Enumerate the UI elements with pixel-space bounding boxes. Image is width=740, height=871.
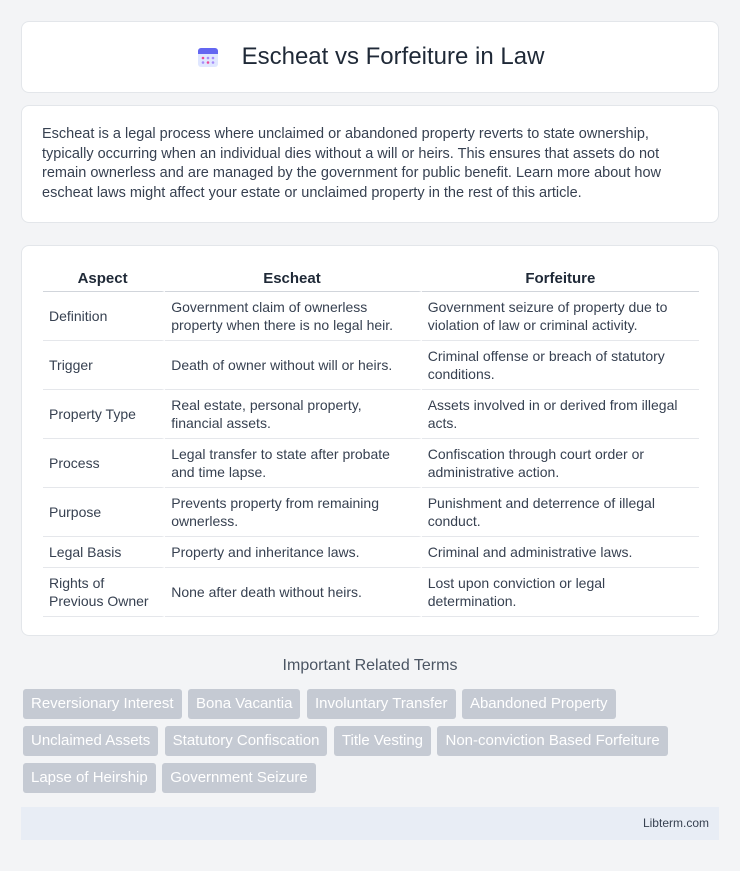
escheat-cell: Government claim of ownerless property when there is no legal heir. <box>165 292 421 341</box>
related-term-tag[interactable]: Involuntary Transfer <box>307 689 456 719</box>
forfeiture-cell: Government seizure of property due to violation of law or criminal activity. <box>422 292 699 341</box>
related-term-tag[interactable]: Government Seizure <box>162 763 316 793</box>
table-row <box>43 568 699 617</box>
table-row <box>43 390 699 439</box>
related-term-tag[interactable]: Abandoned Property <box>462 689 616 719</box>
forfeiture-cell: Criminal and administrative laws. <box>422 537 699 568</box>
calendar-icon <box>196 45 220 69</box>
escheat-cell: Prevents property from remaining ownerless. <box>165 488 421 537</box>
intro-text: Escheat is a legal process where unclaimed or abandoned property reverts to state ownership, typically occurring when an individual dies without a will or heirs. This ensures that assets do not remain ownerless and are managed by the government for public benefit. Learn more about how escheat laws might affect your estate or unclaimed property in the rest of this article. <box>42 126 662 201</box>
column-header-aspect: Aspect <box>43 266 165 292</box>
page-header <box>21 21 719 93</box>
related-terms-title: Important Related Terms <box>282 657 458 674</box>
forfeiture-cell: Punishment and deterrence of illegal conduct. <box>422 488 699 537</box>
related-term-tag[interactable]: Statutory Confiscation <box>165 726 328 756</box>
related-term-tag[interactable]: Unclaimed Assets <box>23 726 158 756</box>
table-row <box>43 537 699 568</box>
footer <box>21 807 719 840</box>
related-term-tag[interactable]: Reversionary Interest <box>23 689 182 719</box>
related-terms-list <box>23 689 723 800</box>
table-row <box>43 341 699 390</box>
forfeiture-cell: Assets involved in or derived from illegal acts. <box>422 390 699 439</box>
comparison-table <box>43 266 699 617</box>
page-title: Escheat vs Forfeiture in Law <box>241 43 545 70</box>
aspect-cell: Rights of Previous Owner <box>43 568 165 617</box>
escheat-cell: Property and inheritance laws. <box>165 537 421 568</box>
aspect-cell: Purpose <box>43 488 165 537</box>
column-header-forfeiture: Forfeiture <box>422 266 699 292</box>
escheat-cell: None after death without heirs. <box>165 568 421 617</box>
escheat-cell: Real estate, personal property, financial assets. <box>165 390 421 439</box>
intro-card <box>21 105 719 223</box>
table-row <box>43 292 699 341</box>
comparison-card <box>21 245 719 636</box>
aspect-cell: Process <box>43 439 165 488</box>
aspect-cell: Definition <box>43 292 165 341</box>
forfeiture-cell: Confiscation through court order or administrative action. <box>422 439 699 488</box>
aspect-cell: Trigger <box>43 341 165 390</box>
footer-site-link[interactable]: Libterm.com <box>642 816 709 830</box>
aspect-cell: Legal Basis <box>43 537 165 568</box>
escheat-cell: Legal transfer to state after probate and time lapse. <box>165 439 421 488</box>
table-header-row <box>43 266 699 292</box>
related-term-tag[interactable]: Title Vesting <box>334 726 431 756</box>
aspect-cell: Property Type <box>43 390 165 439</box>
related-term-tag[interactable]: Bona Vacantia <box>188 689 300 719</box>
related-term-tag[interactable]: Non-conviction Based Forfeiture <box>437 726 667 756</box>
table-row <box>43 488 699 537</box>
forfeiture-cell: Lost upon conviction or legal determination. <box>422 568 699 617</box>
column-header-escheat: Escheat <box>165 266 421 292</box>
forfeiture-cell: Criminal offense or breach of statutory conditions. <box>422 341 699 390</box>
table-row <box>43 439 699 488</box>
escheat-cell: Death of owner without will or heirs. <box>165 341 421 390</box>
related-term-tag[interactable]: Lapse of Heirship <box>23 763 156 793</box>
